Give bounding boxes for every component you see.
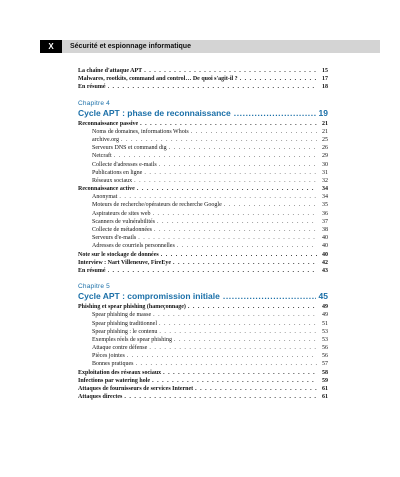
toc-subsection-entry [78,128,328,136]
dot-leader [140,120,317,128]
dot-leader [169,144,317,152]
dot-leader [223,291,316,302]
toc-subsection-entry [78,201,328,209]
entry-title: archive.org [92,136,120,143]
entry-title: Pièces jointes [92,353,125,360]
toc-subsection-entry [78,144,328,152]
dot-leader [136,360,318,368]
toc-subsection-entry [78,352,328,360]
dot-leader [149,344,317,352]
dot-leader [121,136,317,144]
dot-leader [163,369,317,377]
toc-subsection-entry [78,242,328,250]
entry-page-number: 29 [322,153,328,160]
entry-title: En résumé [78,84,106,91]
entry-title: Adresses de courriels personnelles [92,243,175,250]
entry-page-number: 31 [322,169,328,176]
entry-page-number: 61 [322,386,328,392]
toc-section-entry [78,83,328,91]
dot-leader [159,161,317,169]
toc-section-entry [78,185,328,193]
dot-leader [240,75,317,83]
entry-title: Exemples réels de spear phishing [92,336,172,343]
dot-leader [152,377,317,385]
entry-page-number: 40 [322,243,328,250]
toc-subsection-entry [78,344,328,352]
toc-subsection-entry [78,328,328,336]
entry-page-number: 56 [322,345,328,352]
dot-leader [144,169,317,177]
entry-title: Note sur le stockage de données [78,251,159,258]
entry-title: Aspirateurs de sites web [92,210,151,217]
toc-section-entry [78,267,328,275]
chapter-title: Cycle APT : phase de reconnaissance [78,107,231,118]
toc-section-entry [78,120,328,128]
entry-title: Attaques directes [78,394,123,401]
entry-page-number: 21 [322,128,328,135]
dot-leader [191,128,317,136]
entry-page-number: 53 [322,328,328,335]
chapter-title: Cycle APT : compromission initiale [78,291,220,302]
entry-page-number: 32 [322,177,328,184]
entry-title: Spear phishing de masse [92,312,152,319]
dot-leader [157,218,317,226]
chapter-title-row [78,291,328,302]
dot-leader [154,226,317,234]
entry-page-number: 26 [322,145,328,152]
toc-section-entry [78,369,328,377]
dot-leader [153,311,317,319]
dot-leader [188,303,317,311]
entry-title: Exploitation des réseaux sociaux [78,369,162,376]
entry-page-number: 43 [322,267,328,274]
toc-subsection-entry [78,360,328,368]
toc-subsection-entry [78,226,328,234]
entry-title: Infections par watering hole [78,377,151,384]
entry-page-number: 17 [322,76,328,83]
entry-title: Moteurs de recherche/opérateurs de recherche Google [92,202,222,209]
dot-leader [144,67,317,75]
dot-leader [159,328,317,336]
dot-leader [224,201,317,209]
entry-title: Scanners de vulnérabilités [92,218,155,225]
toc-subsection-entry [78,152,328,160]
chapter-block [78,100,328,276]
toc-subsection-entry [78,218,328,226]
dot-leader [173,259,317,267]
toc-subsection-entry [78,136,328,144]
entry-title: Serveurs DNS et command dig [92,145,167,152]
entry-title: Reconnaissance passive [78,120,139,127]
entry-title: Bonnes pratiques [92,361,134,368]
entry-page-number: 61 [322,394,328,401]
dot-leader [127,352,317,360]
entry-page-number: 34 [322,186,328,193]
entry-title: La chaîne d'attaque APT [78,68,143,74]
entry-page-number: 56 [322,353,328,360]
entry-page-number: 42 [322,259,328,266]
entry-title: Phishing et spear phishing (hameçonnage) [78,304,186,311]
entry-page-number: 57 [322,361,328,368]
chapter-page-number: 19 [318,107,328,118]
toc-subsection-entry [78,169,328,177]
dot-leader [124,393,317,401]
entry-page-number: 36 [322,210,328,217]
entry-title: Collecte d'adresses e-mails [92,161,157,168]
toc-subsection-entry [78,336,328,344]
toc-subsection-entry [78,177,328,185]
entry-page-number: 18 [322,84,328,91]
entry-title: Publications en ligne [92,169,143,176]
chapter-label: Chapitre 4 [78,99,110,107]
entry-page-number: 58 [322,369,328,376]
entry-page-number: 51 [322,320,328,327]
dot-leader [114,152,317,160]
dot-leader [177,242,317,250]
toc-subsection-entry [78,161,328,169]
chapter-page-number: 45 [318,291,328,302]
entry-page-number: 34 [322,194,328,201]
toc-subsection-entry [78,210,328,218]
toc-section-entry [78,75,328,83]
entry-title: En résumé [78,267,106,274]
dot-leader [138,234,317,242]
toc-subsection-entry [78,311,328,319]
entry-page-number: 15 [322,68,328,74]
toc-section-entry [78,377,328,385]
dot-leader [137,185,317,193]
entry-title: Malwares, rootkits, command and control… De quoi s'agit-il ? [78,76,238,83]
entry-page-number: 35 [322,202,328,209]
book-title: Sécurité et espionnage informatique [70,43,191,50]
toc-section-entry [78,259,328,267]
dot-leader [134,177,317,185]
table-of-contents [78,67,328,401]
dot-leader [174,336,317,344]
toc-section-entry [78,393,328,401]
dot-leader [195,385,317,393]
entry-title: Spear phishing : le contenu [92,328,158,335]
entry-title: Attaque contre défense [92,345,148,352]
toc-section-entry [78,251,328,259]
toc-subsection-entry [78,234,328,242]
entry-page-number: 40 [322,251,328,258]
toc-section-entry [78,67,328,75]
entry-title: Interview : Nart Villeneuve, FireEye [78,259,172,266]
toc-section-entry [78,303,328,311]
entry-title: Anonymat [92,194,118,201]
entry-page-number: 21 [322,120,328,127]
chapter-label: Chapitre 5 [78,283,110,291]
dot-leader [234,108,316,119]
entry-page-number: 25 [322,136,328,143]
running-header [40,40,380,53]
toc-subsection-entry [78,193,328,201]
entry-title: Serveurs d'e-mails [92,235,137,242]
chapter-title-row [78,108,328,119]
page-number: X [40,40,62,53]
entry-page-number: 59 [322,377,328,384]
dot-leader [108,267,318,275]
entry-title: Collecte de métadonnées [92,227,152,233]
dot-leader [108,83,318,91]
entry-title: Reconnaissance active [78,186,135,193]
entry-title: Netcraft [92,153,112,160]
entry-page-number: 53 [322,336,328,343]
entry-page-number: 30 [322,161,328,168]
entry-title: Noms de domaines, informations Whois [92,128,189,135]
dot-leader [161,251,317,259]
entry-page-number: 49 [322,312,328,319]
entry-page-number: 38 [322,227,328,233]
entry-title: Spear phishing traditionnel [92,320,157,327]
entry-page-number: 40 [322,235,328,242]
dot-leader [153,210,318,218]
dot-leader [119,193,317,201]
entry-title: Attaques de fournisseurs de services Internet [78,386,194,392]
entry-title: Réseaux sociaux [92,177,133,184]
dot-leader [159,320,317,328]
toc-subsection-entry [78,320,328,328]
toc-section-entry [78,385,328,393]
entry-page-number: 49 [322,304,328,311]
entry-page-number: 37 [322,218,328,225]
chapter-block [78,283,328,401]
